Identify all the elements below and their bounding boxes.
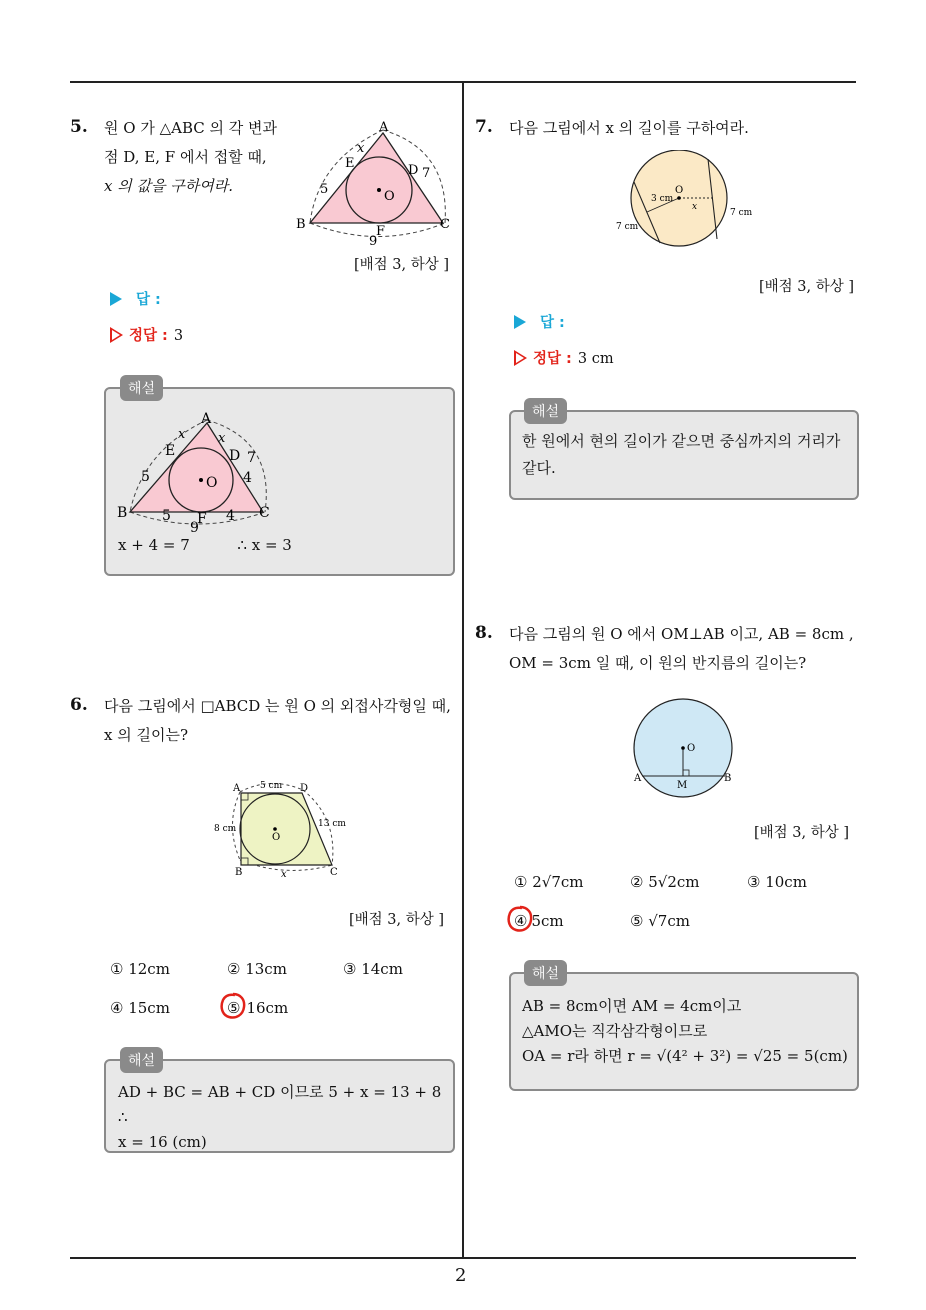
q5-text-line3: x 의 값을 구하여라. [104,177,233,195]
q5e-fig-x-left: x [178,427,186,442]
q6-text-line1: 다음 그림에서 □ABCD 는 원 O 의 외접사각형일 때, [104,697,451,715]
q6-fig-B: B [235,867,243,878]
q6-explanation-text [118,1080,448,1155]
q5-text [104,114,277,201]
correct-arrow-icon [110,327,123,343]
q8-option-2[interactable]: ② 5√2cm [630,873,700,891]
q5e-fig-9: 9 [190,520,199,535]
q6-fig-C: C [330,867,338,878]
q7-explanation-line1: 한 원에서 현의 길이가 같으면 중심까지의 거리가 [522,432,841,450]
q6-fig-top: 5 cm [260,781,283,791]
answer-arrow-icon [514,315,526,329]
q5-fig-E: E [345,156,355,171]
q5-text-line2: 점 D, E, F 에서 접할 때, [104,148,267,166]
page-number: 2 [455,1265,467,1286]
q7-fig-x: x [692,202,698,212]
q5e-fig-E: E [165,443,176,459]
q7-fig-r: 3 cm [651,194,674,204]
q5-fig-9: 9 [369,234,378,249]
q5e-fig-C: C [259,505,270,521]
q5-answer-label: 답 : [136,292,161,308]
q7-answer-field[interactable] [514,311,565,332]
q8-option-3[interactable]: ③ 10cm [747,873,807,891]
q7-score: [배점 3, 하상 ] [759,279,855,295]
q5e-fig-x-right: x [218,431,226,446]
q6-fig-D: D [300,783,309,794]
q7-correct-label: 정답 : [533,351,572,367]
q8-text [509,620,854,678]
q5-fig-C: C [440,217,450,232]
q8-explanation-line3: OA = r라 하면 r = √(4² + 3²) = √25 = 5(cm) [522,1047,848,1065]
q5e-fig-D: D [229,448,241,464]
q5e-fig-4-bottom: 4 [226,508,235,524]
q8-explanation-line2: △AMO는 직각삼각형이므로 [522,1022,708,1040]
q6-fig-right: 13 cm [318,819,346,829]
q5e-fig-O: O [206,475,218,491]
q6-fig-left: 8 cm [214,824,237,834]
q8-fig-M: M [677,780,688,791]
q6-text [104,692,451,750]
q5e-fig-F: F [197,511,207,527]
q5e-fig-A: A [201,411,212,427]
q6-option-1[interactable]: ① 12cm [110,960,170,978]
q5e-fig-5-bottom: 5 [162,508,171,524]
q8-explanation-tag: 해설 [524,960,567,986]
q6-option-5-mark: ⑤ [227,999,241,1017]
q7-answer-label: 답 : [540,315,565,331]
q5-score: [배점 3, 하상 ] [354,257,450,273]
q6-explanation-tag: 해설 [120,1047,163,1073]
answer-arrow-icon [110,292,122,306]
q8-explanation-line1: AB = 8cm이면 AM = 4cm이고 [522,997,742,1015]
q5-explain-figure [115,410,285,535]
q6-selected-circle-icon [218,991,248,1021]
q5-correct-value: 3 [173,328,184,344]
q7-explanation-line2: 같다. [522,459,556,477]
q8-score: [배점 3, 하상 ] [754,825,850,841]
q6-text-line2: x 의 길이는? [104,726,188,744]
column-divider [462,81,464,1259]
q5-fig-F: F [376,224,386,239]
q6-fig-bottom: x [281,869,287,880]
q8-option-4-value: 5cm [531,912,564,930]
q5-fig-A: A [379,120,389,135]
q6-explanation-line2: x = 16 (cm) [118,1133,207,1151]
q8-text-line1: 다음 그림의 원 O 에서 OM⊥AB 이고, AB = 8cm , [509,625,854,643]
q6-explanation-line1: AD + BC = AB + CD 이므로 5 + x = 13 + 8 ∴ [118,1083,442,1126]
q8-number: 8. [475,623,493,643]
q6-option-5-value: 16cm [246,999,289,1017]
q5-fig-D: D [408,163,419,178]
q5-fig-B: B [296,217,306,232]
q8-option-1[interactable]: ① 2√7cm [514,873,584,891]
q8-selected-circle-icon [505,904,535,934]
q8-figure [625,698,745,800]
q5-figure [290,120,460,250]
q8-explanation-text [522,994,852,1069]
q5-fig-7: 7 [422,166,431,181]
q7-figure [612,150,762,250]
q5-correct-label: 정답 : [129,328,168,344]
q7-number: 7. [475,117,493,137]
q5e-fig-4-right: 4 [243,470,252,486]
q6-option-3[interactable]: ③ 14cm [343,960,403,978]
q6-fig-A: A [233,783,241,794]
q7-explanation-text [522,428,852,482]
q5-explanation-tag: 해설 [120,375,163,401]
q6-fig-O: O [272,832,281,843]
q7-fig-right: 7 cm [730,208,753,218]
q5-number: 5. [70,117,88,137]
bottom-rule [70,1257,856,1259]
q8-fig-B: B [724,773,732,784]
q5e-fig-7: 7 [247,450,256,466]
q8-fig-O: O [687,743,696,754]
correct-arrow-icon [514,350,527,366]
q5e-fig-B: B [117,505,128,521]
q7-correct [514,347,614,368]
q6-option-4[interactable]: ④ 15cm [110,999,170,1017]
q8-text-line2: OM = 3cm 일 때, 이 원의 반지름의 길이는? [509,654,807,672]
q5e-fig-5-left: 5 [141,469,150,485]
q7-fig-O: O [675,185,684,196]
q5-fig-5: 5 [320,182,329,197]
q5-explanation-text: x + 4 = 7 ∴ x = 3 [118,536,292,554]
q5-fig-O: O [384,189,395,204]
q5-answer-field[interactable] [110,288,161,309]
q5-fig-x: x [357,141,365,156]
q7-explanation-tag: 해설 [524,398,567,424]
q6-figure [210,778,355,883]
q7-fig-left: 7 cm [616,222,639,232]
q5-text-line1: 원 O 가 △ABC 의 각 변과 [104,119,277,137]
q8-fig-A: A [634,773,642,784]
q8-option-4-mark: ④ [514,912,528,930]
q8-option-5[interactable]: ⑤ √7cm [630,912,690,930]
q6-number: 6. [70,695,88,715]
q6-option-2[interactable]: ② 13cm [227,960,287,978]
q7-text: 다음 그림에서 x 의 길이를 구하여라. [509,119,749,137]
q7-correct-value: 3 cm [577,351,614,367]
q6-score: [배점 3, 하상 ] [349,912,445,928]
q5-correct [110,324,183,345]
